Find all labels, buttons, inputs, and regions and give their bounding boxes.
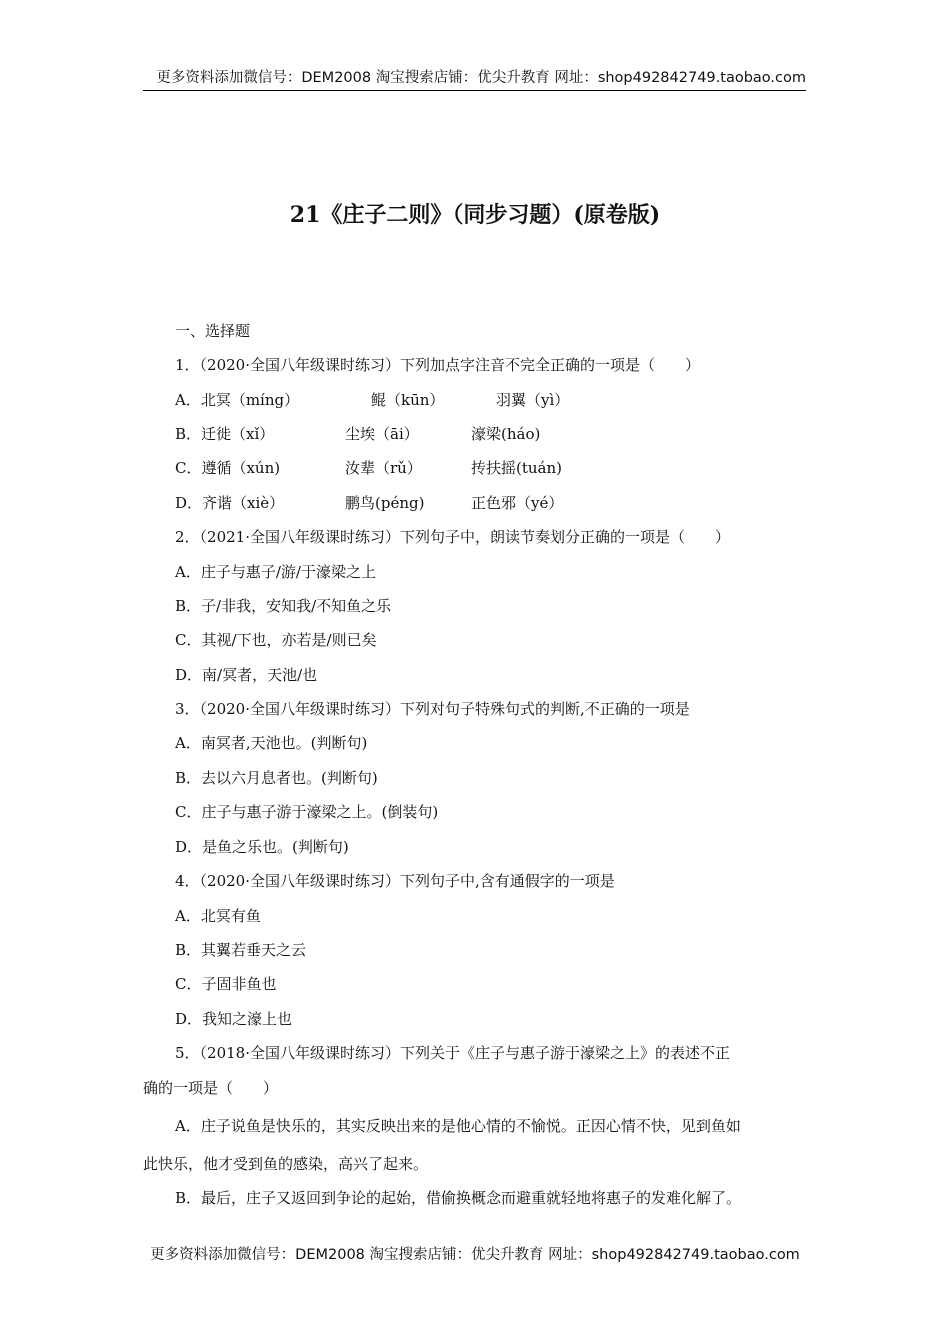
option-d-item-3: 正色邪（yé） (471, 494, 564, 512)
question-3-option-b: B．去以六月息者也。(判断句) (175, 769, 378, 787)
section-heading: 一、选择题 (175, 322, 251, 340)
page-footer: 更多资料添加微信号：DEM2008 淘宝搜索店铺：优尖升教育 网址：shop492842749.taobao.com (150, 1247, 800, 1263)
question-5-option-b-line-1: B．最后，庄子又返回到争论的起始，借偷换概念而避重就轻地将惠子的发难化解了。 (175, 1189, 742, 1207)
option-d-item-1: D．齐谐（xiè） (175, 494, 285, 512)
question-2-option-b: B．子/非我，安知我/不知鱼之乐 (175, 597, 392, 615)
option-a-item-2: 鲲（kūn） (371, 391, 445, 409)
question-3-option-c: C．庄子与惠子游于濠梁之上。(倒装句) (175, 803, 439, 821)
option-c-item-3: 抟扶摇(tuán) (471, 459, 562, 477)
question-2-stem: 2．（2021·全国八年级课时练习）下列句子中，朗读节奏划分正确的一项是（ ） (175, 528, 730, 546)
option-b-item-3: 濠梁(háo) (471, 425, 541, 443)
option-b-item-1: B．迁徙（xǐ） (175, 425, 275, 443)
question-3-option-a: A．南冥者,天池也。(判断句) (175, 734, 368, 752)
option-d-item-2: 鹏鸟(péng) (345, 494, 425, 512)
option-a-item-1: A．北冥（míng） (175, 391, 300, 409)
question-5-stem-line-2: 确的一项是（ ） (143, 1079, 279, 1097)
question-5-option-a-line-2: 此快乐，他才受到鱼的感染，高兴了起来。 (143, 1155, 429, 1173)
page-title: 21《庄子二则》（同步习题）(原卷版) (289, 202, 661, 228)
option-a-item-3: 羽翼（yì） (496, 391, 570, 409)
question-4-option-b: B．其翼若垂天之云 (175, 941, 307, 959)
question-2-option-d: D．南/冥者，天池/也 (175, 666, 318, 684)
question-4-stem: 4．（2020·全国八年级课时练习）下列句子中,含有通假字的一项是 (175, 872, 615, 890)
question-2-option-a: A．庄子与惠子/游/于濠梁之上 (175, 563, 376, 581)
question-5-stem-line-1: 5．（2018·全国八年级课时练习）下列关于《庄子与惠子游于濠梁之上》的表述不正 (175, 1044, 730, 1062)
page-header: 更多资料添加微信号：DEM2008 淘宝搜索店铺：优尖升教育 网址：shop492842749.taobao.com (143, 68, 806, 91)
question-3-option-d: D．是鱼之乐也。(判断句) (175, 838, 349, 856)
question-4-option-c: C．子固非鱼也 (175, 975, 277, 993)
option-c-item-1: C．遵循（xún) (175, 459, 281, 477)
option-c-item-2: 汝辈（rǔ） (345, 459, 422, 477)
question-1-stem: 1．（2020·全国八年级课时练习）下列加点字注音不完全正确的一项是（ ） (175, 356, 700, 374)
question-4-option-a: A．北冥有鱼 (175, 907, 261, 925)
option-b-item-2: 尘埃（āi） (345, 425, 419, 443)
question-3-stem: 3．（2020·全国八年级课时练习）下列对句子特殊句式的判断,不正确的一项是 (175, 700, 690, 718)
question-2-option-c: C．其视/下也，亦若是/则已矣 (175, 631, 377, 649)
question-4-option-d: D．我知之濠上也 (175, 1010, 293, 1028)
question-5-option-a-line-1: A．庄子说鱼是快乐的，其实反映出来的是他心情的不愉悦。正因心情不快，见到鱼如 (175, 1117, 741, 1135)
